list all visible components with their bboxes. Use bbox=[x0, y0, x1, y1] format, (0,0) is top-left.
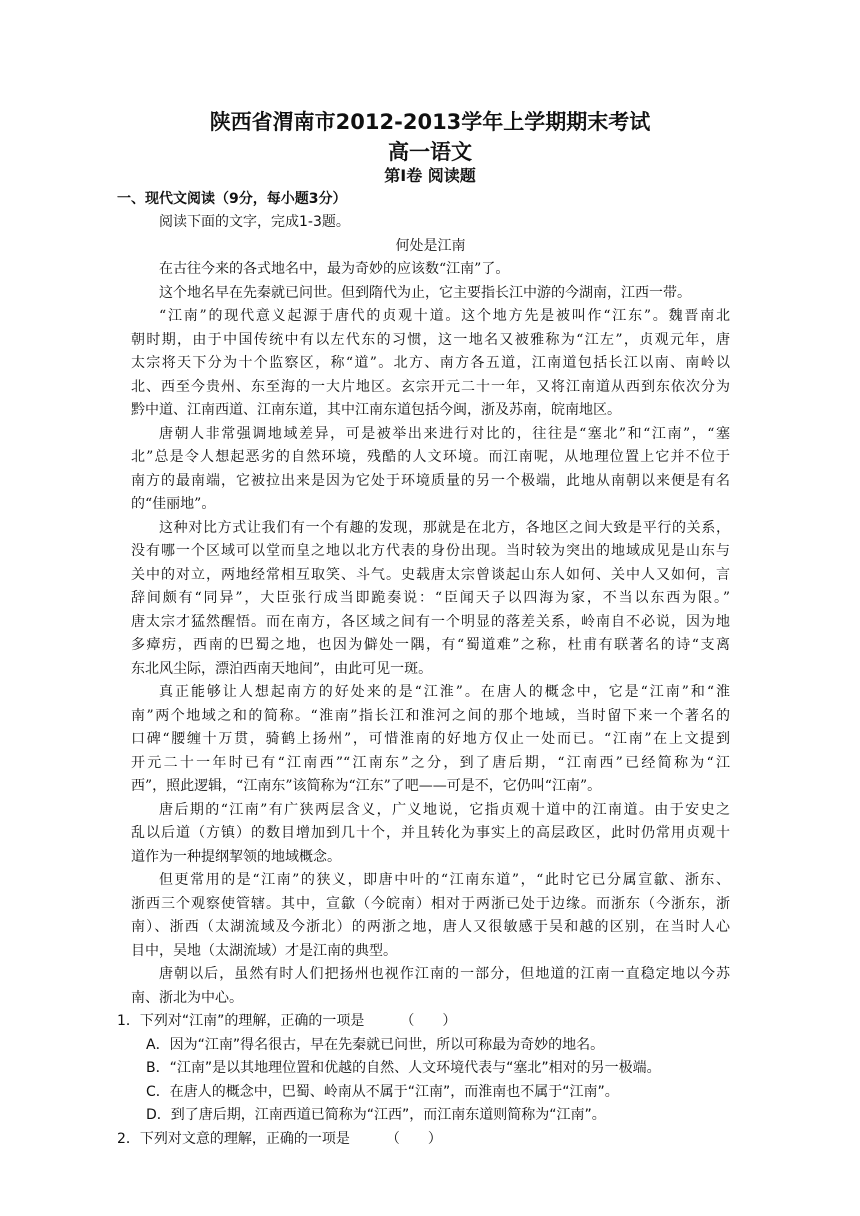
body-line: 北、西至今贵州、东至海的一大片地区。玄宗开元二十一年，又将江南道从西到东依次分为 bbox=[131, 379, 730, 395]
body-line: 南”两个地域之和的简称。“淮南”指长江和淮河之间的那个地域，当时留下来一个著名的 bbox=[131, 708, 730, 724]
question-2 bbox=[117, 1130, 716, 1148]
body-line: 浙西三个观察使管辖。其中，宣歙（今皖南）相对于两浙已处于边缘。而浙东（今浙东，浙 bbox=[131, 896, 730, 912]
exam-title: 陕西省渭南市2012-2013学年上学期期末考试 bbox=[209, 110, 651, 134]
body-line: 口碑“腰缠十万贯，骑鹤上扬州”，可惜淮南的好地方仅止一处而已。“江南”在上文提到 bbox=[131, 731, 730, 747]
body-line: 真正能够让人想起南方的好处来的是“江淮”。在唐人的概念中，它是“江南”和“淮 bbox=[159, 684, 730, 700]
body-line: 辞间颇有“同异”，大臣张行成当即跪奏说：“臣闻天子以四海为家，不当以东西为限。” bbox=[131, 590, 730, 606]
body-line: 东北风尘际，漂泊西南天地间”，由此可见一斑。 bbox=[131, 661, 433, 677]
question-1-option-b: B．“江南”是以其地理位置和优越的自然、人文环境代表与“塞北”相对的另一极端。 bbox=[146, 1060, 661, 1076]
body-line: 道作为一种提纲挈领的地域概念。 bbox=[131, 849, 341, 865]
body-line: 太宗将天下分为十个监察区，称“道”。北方、南方各五道，江南道包括长江以南、南岭以 bbox=[131, 355, 730, 371]
question-1-option-d: D．到了唐后期，江南西道已简称为“江西”，而江南东道则简称为“江南”。 bbox=[146, 1107, 606, 1123]
body-line: “江南”的现代意义起源于唐代的贞观十道。这个地方先是被叫作“江东”。魏晋南北 bbox=[159, 308, 730, 324]
body-line: 黔中道、江南西道、江南东道，其中江南东道包括今闽，浙及苏南，皖南地区。 bbox=[131, 402, 621, 418]
question-1 bbox=[117, 1012, 716, 1030]
body-line: 南、浙北为中心。 bbox=[131, 990, 243, 1006]
body-line: 在古往今来的各式地名中，最为奇妙的应该数“江南”了。 bbox=[159, 261, 510, 277]
instruction-text: 阅读下面的文字，完成1-3题。 bbox=[159, 214, 350, 230]
body-line: 唐后期的“江南”有广狭两层含义，广义地说，它指贞观十道中的江南道。由于安史之 bbox=[159, 802, 730, 818]
body-line: 目中，吴地（太湖流域）才是江南的典型。 bbox=[131, 943, 397, 959]
body-line: 朝时期，由于中国传统中有以左代东的习惯，这一地名又被雅称为“江左”，贞观元年，唐 bbox=[131, 332, 730, 348]
body-line: 唐太宗才猛然醒悟。而在南方，各区域之间有一个明显的落差关系，岭南自不必说，因为地 bbox=[131, 614, 730, 630]
answer-paren: （ ） bbox=[385, 1131, 442, 1147]
body-line: 多瘴疠，西南的巴蜀之地，也因为僻处一隅，有“蜀道难”之称，杜甫有联著名的诗“支离 bbox=[131, 637, 730, 653]
body-line: 西”，照此逻辑，“江南东”该简称为“江东”了吧——可是不，它仍叫“江南”。 bbox=[131, 778, 602, 794]
article-title: 何处是江南 bbox=[395, 238, 466, 254]
body-line: 关中的对立，两地经常相互取笑、斗气。史载唐太宗曾谈起山东人如何、关中人又如何，言 bbox=[131, 567, 730, 583]
body-line: 没有哪一个区域可以堂而皇之地以北方代表的身份出现。当时较为突出的地域成见是山东与 bbox=[131, 543, 730, 559]
exam-part: 第Ⅰ卷 阅读题 bbox=[384, 166, 476, 185]
body-line: 北”总是令人想起恶劣的自然环境，残酷的人文环境。而江南呢，从地理位置上它并不位于 bbox=[131, 449, 730, 465]
body-line: 这个地名早在先秦就已问世。但到隋代为止，它主要指长江中游的今湖南，江西一带。 bbox=[159, 285, 691, 301]
question-2-stem: 2．下列对文意的理解，正确的一项是 bbox=[117, 1131, 350, 1147]
body-line: 南方的最南端，它被拉出来是因为它处于环境质量的另一个极端，此地从南朝以来便是有名 bbox=[131, 473, 730, 489]
question-1-stem: 1．下列对“江南”的理解，正确的一项是 bbox=[117, 1013, 365, 1029]
body-line: 但更常用的是“江南”的狭义，即唐中叶的“江南东道”，“此时它已分属宣歙、浙东、 bbox=[159, 872, 730, 888]
body-line: 南）、浙西（太湖流域及今浙北）的两浙之地，唐人又很敏感于吴和越的区别，在当时人心 bbox=[131, 919, 730, 935]
exam-subject: 高一语文 bbox=[388, 140, 472, 164]
section-heading: 一、现代文阅读（9分，每小题3分） bbox=[117, 191, 347, 207]
question-1-option-c: C．在唐人的概念中，巴蜀、岭南从不属于“江南”，而淮南也不属于“江南”。 bbox=[146, 1084, 619, 1100]
answer-paren: （ ） bbox=[400, 1013, 457, 1029]
body-line: 的“佳丽地”。 bbox=[131, 496, 216, 512]
question-1-option-a: A．因为“江南”得名很古，早在先秦就已问世，所以可称最为奇妙的地名。 bbox=[146, 1037, 605, 1053]
body-line: 唐朝以后，虽然有时人们把扬州也视作江南的一部分，但地道的江南一直稳定地以今苏 bbox=[159, 966, 730, 982]
body-line: 开元二十一年时已有“江南西”“江南东”之分，到了唐后期，“江南西”已经简称为“江 bbox=[131, 755, 730, 771]
body-line: 这种对比方式让我们有一个有趣的发现，那就是在北方，各地区之间大致是平行的关系， bbox=[159, 520, 730, 536]
body-line: 唐朝人非常强调地域差异，可是被举出来进行对比的，往往是“塞北”和“江南”，“塞 bbox=[159, 426, 730, 442]
body-line: 乱以后道（方镇）的数目增加到几十个，并且转化为事实上的高层政区，此时仍常用贞观十 bbox=[131, 825, 730, 841]
